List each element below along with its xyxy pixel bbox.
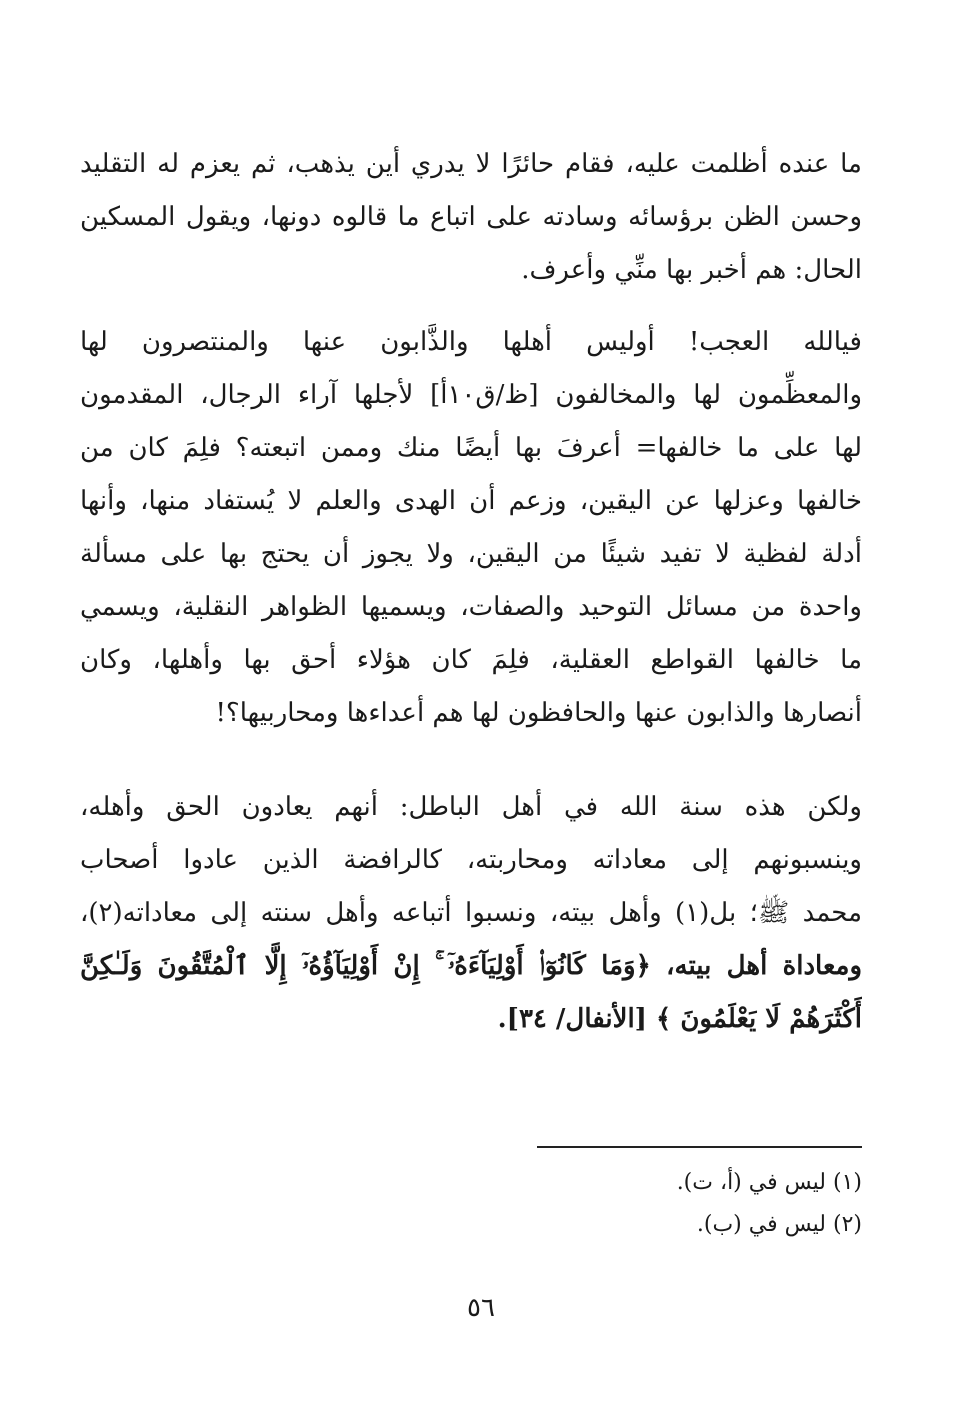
text-line: لها على ما خالفها= أعرفَ بها أيضًا منك وممن اتبعته؟ فلِمَ كان من [80, 433, 862, 463]
text-line: الحال: هم أخبر بها منِّي وأعرف. [521, 255, 862, 285]
paragraph-3 [80, 781, 862, 1046]
text-line: أنصارها والذابون عنها والحافظون لها هم أعداءها ومحاربيها؟! [215, 698, 862, 728]
text-line: وينسبونهم إلى معاداته ومحاربته، كالرافضة الذين عادوا أصحاب [80, 845, 862, 875]
text-line: والمعظِّمون لها والمخالفون [ظ/ق١٠أ] لأجلها آراء الرجال، المقدمون [80, 380, 862, 410]
paragraph-2 [80, 316, 862, 740]
text-line: خالفها وعزلها عن اليقين، وزعم أن الهدى والعلم لا يُستفاد منها، وأنها [80, 486, 862, 516]
quran-verse-line: ومعاداة أهل بيته، ﴿وَمَا كَانُوٓا۟ أَوْلِيَآءَهُۥٓ ۚ إِنْ أَوْلِيَآؤُهُۥٓ إِلَّا ٱلْمُتَّقُونَ وَلَـٰكِنَّ [80, 951, 862, 981]
footnote-2: (٢) ليس في (ب). [696, 1212, 862, 1237]
paragraph-1 [80, 138, 862, 297]
page-number: ٥٦ [467, 1293, 495, 1323]
footnote-1: (١) ليس في (أ، ت). [676, 1170, 862, 1195]
text-line: واحدة من مسائل التوحيد والصفات، ويسميها الظواهر النقلية، ويسمي [80, 592, 862, 622]
text-line: محمد ﷺ؛ بل(١) وأهل بيته، ونسبوا أتباعه وأهل سنته إلى معاداته(٢)، [80, 898, 862, 928]
text-line: أدلة لفظية لا تفيد شيئًا من اليقين، ولا يجوز أن يحتج بها على مسألة [80, 539, 862, 569]
footnote-separator [537, 1146, 862, 1148]
footnotes [500, 1162, 862, 1246]
text-line: وحسن الظن برؤسائه وسادته على اتباع ما قالوه دونها، ويقول المسكين [80, 202, 862, 232]
quran-verse-line: أَكْثَرَهُمْ لَا يَعْلَمُونَ ﴾ [الأنفال/ ٣٤]. [497, 1004, 862, 1034]
text-line: ما عنده أظلمت عليه، فقام حائرًا لا يدري أين يذهب، ثم يعزم له التقليد [80, 149, 862, 179]
text-line: ولكن هذه سنة الله في أهل الباطل: أنهم يعادون الحق وأهله، [80, 792, 862, 822]
text-line: فيالله العجب! أوليس أهلها والذَّابون عنها والمنتصرون لها [80, 327, 862, 357]
text-line: ما خالفها القواطع العقلية، فلِمَ كان هؤلاء أحق بها وأهلها، وكان [80, 645, 862, 675]
